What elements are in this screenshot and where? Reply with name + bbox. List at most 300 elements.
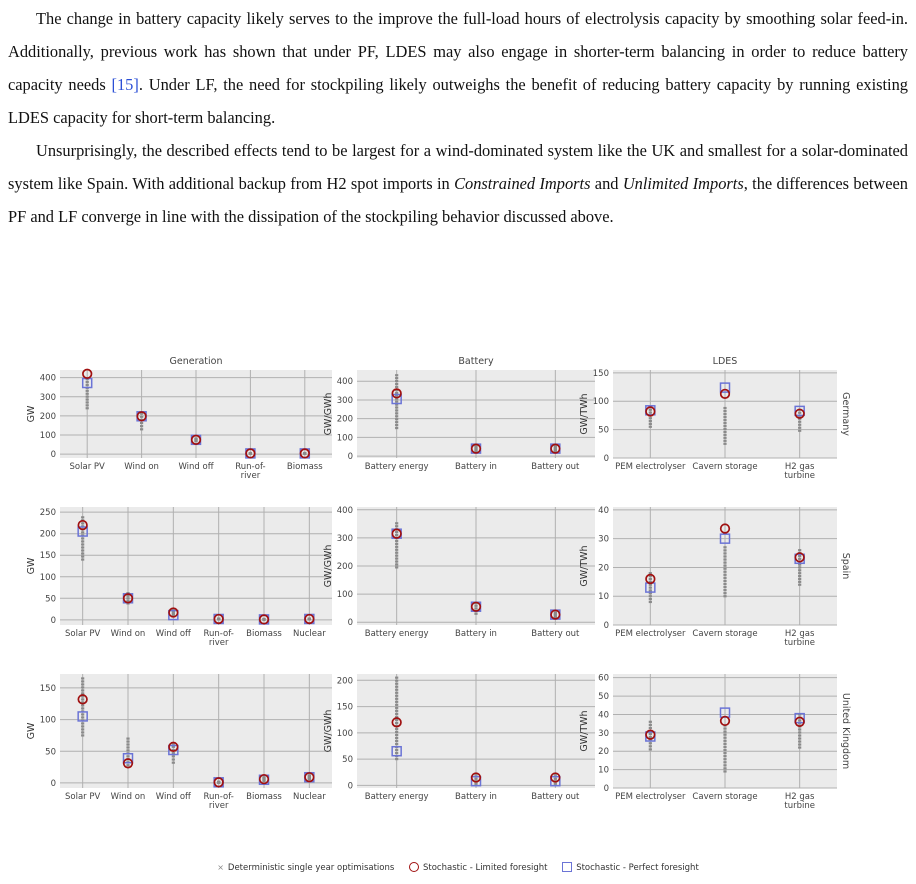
tick-label: 0	[50, 450, 56, 461]
deterministic-point	[395, 555, 398, 557]
deterministic-point	[395, 427, 398, 429]
chart-panel	[323, 370, 595, 472]
paragraph-2: Unsurprisingly, the described effects tend to be largest for a wind-dominated system like the UK and smallest for a solar-dominated system like Spain. With additional backup from H2 spot imports in Constrained Imports and Unlimited Imports, the differences between PF and LF converge in line with the dissipation of the stockpiling behavior discussed above.	[8, 141, 908, 226]
deterministic-point	[81, 531, 84, 533]
deterministic-point	[649, 748, 652, 750]
deterministic-point	[798, 549, 801, 551]
deterministic-point	[140, 428, 143, 430]
deterministic-point	[395, 409, 398, 411]
deterministic-point	[81, 546, 84, 548]
deterministic-point	[554, 783, 557, 785]
deterministic-point	[81, 689, 84, 691]
tick-label: 100	[336, 433, 353, 444]
deterministic-point	[140, 422, 143, 424]
deterministic-point	[723, 764, 726, 766]
deterministic-point	[395, 752, 398, 754]
deterministic-point	[723, 727, 726, 729]
deterministic-point	[217, 781, 220, 783]
deterministic-point	[81, 537, 84, 539]
deterministic-point	[140, 425, 143, 427]
deterministic-point	[395, 406, 398, 408]
deterministic-point	[262, 776, 265, 778]
deterministic-point	[249, 452, 252, 454]
chart-panel	[579, 506, 837, 648]
tick-label: 30	[598, 728, 609, 739]
deterministic-point	[395, 704, 398, 706]
deterministic-point	[649, 601, 652, 603]
tick-label: 100	[39, 431, 56, 442]
deterministic-point	[395, 722, 398, 724]
category-label: PEM electrolyser	[615, 792, 686, 802]
deterministic-point	[798, 581, 801, 583]
tick-label: 200	[39, 529, 56, 540]
deterministic-point	[395, 418, 398, 420]
deterministic-point	[723, 734, 726, 736]
category-label: Battery in	[455, 629, 497, 639]
deterministic-point	[723, 558, 726, 560]
category-label: Run-of-river	[235, 462, 266, 481]
deterministic-point	[395, 377, 398, 379]
chart-panel	[26, 507, 332, 648]
tick-label: 300	[39, 392, 56, 403]
deterministic-point	[798, 719, 801, 721]
deterministic-point	[395, 546, 398, 548]
deterministic-point	[81, 516, 84, 518]
y-axis-label: GW/GWh	[323, 544, 334, 588]
legend-deterministic: × Deterministic single year optimisations	[217, 862, 395, 873]
deterministic-point	[723, 549, 726, 551]
deterministic-point	[395, 701, 398, 703]
deterministic-point	[86, 384, 89, 386]
deterministic-point	[649, 411, 652, 413]
deterministic-point	[81, 522, 84, 524]
deterministic-point	[723, 592, 726, 594]
deterministic-point	[81, 543, 84, 545]
deterministic-point	[81, 716, 84, 718]
deterministic-point	[395, 552, 398, 554]
deterministic-point	[126, 743, 129, 745]
deterministic-point	[649, 420, 652, 422]
deterministic-point	[649, 721, 652, 723]
deterministic-point	[798, 555, 801, 557]
category-label: Battery out	[531, 792, 580, 802]
chart-panel	[579, 369, 837, 481]
deterministic-point	[798, 734, 801, 736]
deterministic-point	[126, 746, 129, 748]
tick-label: 50	[45, 747, 56, 758]
tick-label: 10	[598, 765, 609, 776]
deterministic-point	[395, 392, 398, 394]
deterministic-point	[395, 749, 398, 751]
category-label: PEM electrolyser	[615, 629, 686, 639]
deterministic-point	[723, 737, 726, 739]
category-label: Cavern storage	[692, 629, 758, 639]
deterministic-point	[395, 383, 398, 385]
tick-label: 150	[336, 702, 353, 713]
deterministic-point	[86, 381, 89, 383]
deterministic-point	[86, 396, 89, 398]
deterministic-point	[126, 755, 129, 757]
deterministic-point	[81, 680, 84, 682]
deterministic-point	[81, 722, 84, 724]
deterministic-point	[723, 565, 726, 567]
column-title: Battery	[458, 356, 494, 367]
deterministic-point	[554, 778, 557, 780]
deterministic-point	[798, 572, 801, 574]
deterministic-point	[723, 752, 726, 754]
deterministic-point	[395, 737, 398, 739]
deterministic-point	[723, 552, 726, 554]
deterministic-point	[395, 758, 398, 760]
deterministic-point	[81, 698, 84, 700]
deterministic-point	[395, 525, 398, 527]
y-axis-label: GW/GWh	[323, 392, 334, 436]
deterministic-point	[798, 427, 801, 429]
deterministic-point	[308, 774, 311, 776]
category-label: Battery energy	[364, 462, 429, 472]
category-label: Cavern storage	[692, 462, 758, 472]
tick-label: 50	[598, 692, 609, 703]
deterministic-point	[723, 577, 726, 579]
y-axis-label: GW/TWh	[579, 710, 590, 752]
deterministic-point	[723, 746, 726, 748]
deterministic-point	[172, 755, 175, 757]
square-marker-icon	[562, 862, 572, 872]
deterministic-point	[649, 417, 652, 419]
category-label: Wind off	[155, 629, 191, 639]
deterministic-point	[798, 746, 801, 748]
deterministic-point	[395, 686, 398, 688]
category-label: Wind off	[178, 462, 214, 472]
deterministic-point	[723, 758, 726, 760]
deterministic-point	[723, 443, 726, 445]
category-label: Wind on	[110, 792, 146, 802]
deterministic-point	[172, 758, 175, 760]
tick-label: 30	[598, 534, 609, 545]
deterministic-point	[395, 677, 398, 679]
deterministic-point	[86, 401, 89, 403]
category-label: Run-of-river	[203, 629, 234, 648]
deterministic-point	[723, 740, 726, 742]
deterministic-point	[81, 725, 84, 727]
deterministic-point	[395, 543, 398, 545]
tick-label: 200	[336, 562, 353, 572]
deterministic-point	[723, 410, 726, 412]
category-label: H2 gas turbine	[784, 792, 815, 811]
deterministic-point	[723, 571, 726, 573]
y-axis-label: GW/TWh	[579, 393, 590, 435]
deterministic-point	[395, 415, 398, 417]
deterministic-point	[723, 440, 726, 442]
legend-perfect: Stochastic - Perfect foresight	[562, 863, 699, 873]
tick-label: 400	[336, 377, 353, 388]
plot-area	[60, 674, 332, 788]
tick-label: 60	[598, 673, 609, 684]
deterministic-point	[649, 733, 652, 735]
deterministic-point	[81, 686, 84, 688]
deterministic-point	[798, 430, 801, 432]
deterministic-point	[395, 680, 398, 682]
deterministic-point	[81, 540, 84, 542]
deterministic-point	[86, 393, 89, 395]
deterministic-point	[798, 731, 801, 733]
chart-panel	[26, 674, 332, 811]
tick-label: 0	[603, 454, 609, 464]
deterministic-point	[81, 707, 84, 709]
tick-label: 300	[336, 533, 353, 544]
deterministic-point	[723, 546, 726, 548]
deterministic-point	[723, 761, 726, 763]
deterministic-point	[649, 736, 652, 738]
deterministic-point	[723, 407, 726, 409]
deterministic-point	[395, 683, 398, 685]
deterministic-point	[798, 558, 801, 560]
tick-label: 200	[336, 676, 353, 687]
deterministic-point	[217, 617, 220, 619]
deterministic-point	[649, 598, 652, 600]
deterministic-point	[798, 575, 801, 577]
deterministic-point	[81, 558, 84, 560]
deterministic-point	[395, 740, 398, 742]
tick-label: 0	[50, 615, 56, 626]
deterministic-point	[723, 574, 726, 576]
deterministic-point	[81, 704, 84, 706]
category-label: Battery out	[531, 629, 580, 639]
category-label: PEM electrolyser	[615, 462, 686, 472]
tick-label: 20	[598, 563, 609, 574]
deterministic-point	[86, 398, 89, 400]
deterministic-point	[649, 742, 652, 744]
deterministic-point	[723, 568, 726, 570]
deterministic-point	[81, 677, 84, 679]
deterministic-point	[798, 424, 801, 426]
deterministic-point	[474, 605, 477, 607]
deterministic-point	[798, 737, 801, 739]
category-label: Cavern storage	[692, 792, 758, 802]
deterministic-point	[395, 424, 398, 426]
category-label: H2 gas turbine	[784, 629, 815, 648]
deterministic-point	[649, 426, 652, 428]
tick-label: 10	[598, 592, 609, 603]
deterministic-point	[262, 618, 265, 620]
tick-label: 0	[50, 778, 56, 789]
deterministic-point	[723, 422, 726, 424]
category-label: Wind off	[155, 792, 191, 802]
deterministic-point	[126, 749, 129, 751]
category-label: Battery energy	[364, 629, 429, 639]
deterministic-point	[474, 778, 477, 780]
y-axis-label: GW	[26, 557, 37, 575]
deterministic-point	[395, 707, 398, 709]
column-title: Generation	[169, 356, 223, 367]
deterministic-point	[474, 445, 477, 447]
deterministic-point	[395, 374, 398, 376]
deterministic-point	[395, 689, 398, 691]
tick-label: 20	[598, 747, 609, 758]
deterministic-point	[798, 569, 801, 571]
tick-label: 150	[39, 551, 56, 562]
deterministic-point	[81, 734, 84, 736]
column-title: LDES	[712, 356, 738, 367]
deterministic-point	[395, 522, 398, 524]
deterministic-point	[723, 586, 726, 588]
tick-label: 100	[39, 715, 56, 726]
tick-label: 0	[347, 781, 353, 792]
deterministic-point	[395, 695, 398, 697]
deterministic-point	[81, 552, 84, 554]
deterministic-point	[798, 584, 801, 586]
deterministic-point	[126, 740, 129, 742]
row-label: United Kingdom	[840, 692, 851, 770]
tick-label: 300	[336, 395, 353, 406]
deterministic-point	[798, 728, 801, 730]
deterministic-point	[81, 683, 84, 685]
category-label: Run-of-river	[203, 792, 234, 811]
row-label: Spain	[840, 552, 851, 580]
tick-label: 0	[347, 452, 353, 463]
deterministic-point	[723, 583, 726, 585]
citation-link[interactable]: [15]	[111, 75, 139, 94]
deterministic-point	[723, 555, 726, 557]
deterministic-point	[723, 749, 726, 751]
deterministic-point	[474, 613, 477, 615]
category-label: Battery energy	[364, 792, 429, 802]
deterministic-point	[395, 734, 398, 736]
deterministic-point	[81, 549, 84, 551]
deterministic-point	[395, 557, 398, 559]
category-label: Battery out	[531, 462, 580, 472]
deterministic-point	[649, 586, 652, 588]
deterministic-point	[723, 770, 726, 772]
deterministic-point	[798, 412, 801, 414]
deterministic-point	[303, 452, 306, 454]
category-label: Biomass	[286, 462, 323, 472]
tick-label: 250	[39, 508, 56, 519]
plot-area	[60, 507, 332, 625]
deterministic-point	[395, 549, 398, 551]
deterministic-point	[81, 728, 84, 730]
deterministic-point	[86, 404, 89, 406]
deterministic-point	[723, 589, 726, 591]
deterministic-point	[723, 755, 726, 757]
deterministic-point	[81, 731, 84, 733]
deterministic-point	[649, 578, 652, 580]
tick-label: 50	[598, 425, 609, 436]
deterministic-point	[649, 727, 652, 729]
deterministic-point	[395, 713, 398, 715]
tick-label: 0	[603, 621, 609, 631]
tick-label: 400	[336, 505, 353, 516]
deterministic-point	[395, 728, 398, 730]
deterministic-point	[649, 589, 652, 591]
deterministic-point	[395, 566, 398, 568]
category-label: Nuclear	[292, 629, 326, 639]
deterministic-point	[723, 419, 726, 421]
deterministic-point	[798, 743, 801, 745]
deterministic-point	[86, 407, 89, 409]
deterministic-point	[798, 578, 801, 580]
tick-label: 200	[336, 414, 353, 425]
deterministic-point	[140, 416, 143, 418]
chart-panel	[26, 370, 332, 481]
category-label: Solar PV	[65, 629, 101, 639]
tick-label: 400	[39, 373, 56, 384]
tick-label: 150	[39, 683, 56, 694]
circle-marker-icon	[409, 862, 419, 872]
tick-label: 50	[342, 755, 353, 766]
deterministic-point	[723, 413, 726, 415]
deterministic-point	[395, 534, 398, 536]
deterministic-point	[395, 563, 398, 565]
deterministic-point	[81, 713, 84, 715]
deterministic-point	[723, 437, 726, 439]
deterministic-point	[395, 731, 398, 733]
deterministic-point	[395, 698, 398, 700]
deterministic-point	[723, 561, 726, 563]
category-label: Wind on	[124, 462, 159, 472]
deterministic-point	[395, 710, 398, 712]
deterministic-point	[395, 560, 398, 562]
legend-limited: Stochastic - Limited foresight	[409, 863, 548, 873]
chart-panel	[323, 674, 595, 802]
deterministic-point	[395, 692, 398, 694]
deterministic-point	[81, 555, 84, 557]
paragraph-1: The change in battery capacity likely serves to the improve the full-load hours of electrolysis capacity by smoothing solar feed-in. Additionally, previous work has shown that under PF, LDES may also engage in shorter-term balancing in order to reduce battery capacity needs [15]. Under LF, the need for stockpiling likely outweighs the benefit of reducing battery capacity by running existing LDES capacity for short-term balancing.	[8, 9, 908, 127]
deterministic-point	[554, 445, 557, 447]
deterministic-point	[126, 597, 129, 599]
figure-legend	[0, 862, 916, 873]
deterministic-point	[395, 531, 398, 533]
category-label: Wind on	[110, 629, 146, 639]
category-label: Solar PV	[65, 792, 101, 802]
x-marker-icon: ×	[217, 862, 224, 872]
deterministic-point	[126, 738, 129, 740]
y-axis-label: GW/TWh	[579, 545, 590, 587]
deterministic-point	[474, 783, 477, 785]
chart-panel	[579, 674, 837, 811]
tick-label: 0	[347, 618, 353, 629]
deterministic-point	[554, 611, 557, 613]
tick-label: 100	[592, 397, 609, 408]
tick-label: 100	[336, 590, 353, 601]
category-label: Battery in	[455, 462, 497, 472]
deterministic-point	[798, 566, 801, 568]
deterministic-point	[395, 386, 398, 388]
deterministic-point	[395, 412, 398, 414]
deterministic-point	[723, 595, 726, 597]
y-axis-label: GW/GWh	[323, 709, 334, 753]
chart-panel	[323, 506, 595, 639]
deterministic-point	[395, 719, 398, 721]
category-label: Biomass	[246, 629, 282, 639]
deterministic-point	[723, 431, 726, 433]
deterministic-point	[395, 421, 398, 423]
row-label: Germany	[840, 392, 851, 436]
tick-label: 100	[336, 728, 353, 739]
deterministic-point	[649, 745, 652, 747]
deterministic-point	[649, 409, 652, 411]
tick-label: 150	[592, 368, 609, 379]
deterministic-point	[126, 764, 129, 766]
deterministic-point	[86, 390, 89, 392]
deterministic-point	[308, 617, 311, 619]
deterministic-point	[194, 437, 197, 439]
tick-label: 0	[603, 784, 609, 794]
deterministic-point	[395, 743, 398, 745]
deterministic-point	[395, 540, 398, 542]
deterministic-point	[723, 580, 726, 582]
y-axis-label: GW	[26, 722, 37, 740]
